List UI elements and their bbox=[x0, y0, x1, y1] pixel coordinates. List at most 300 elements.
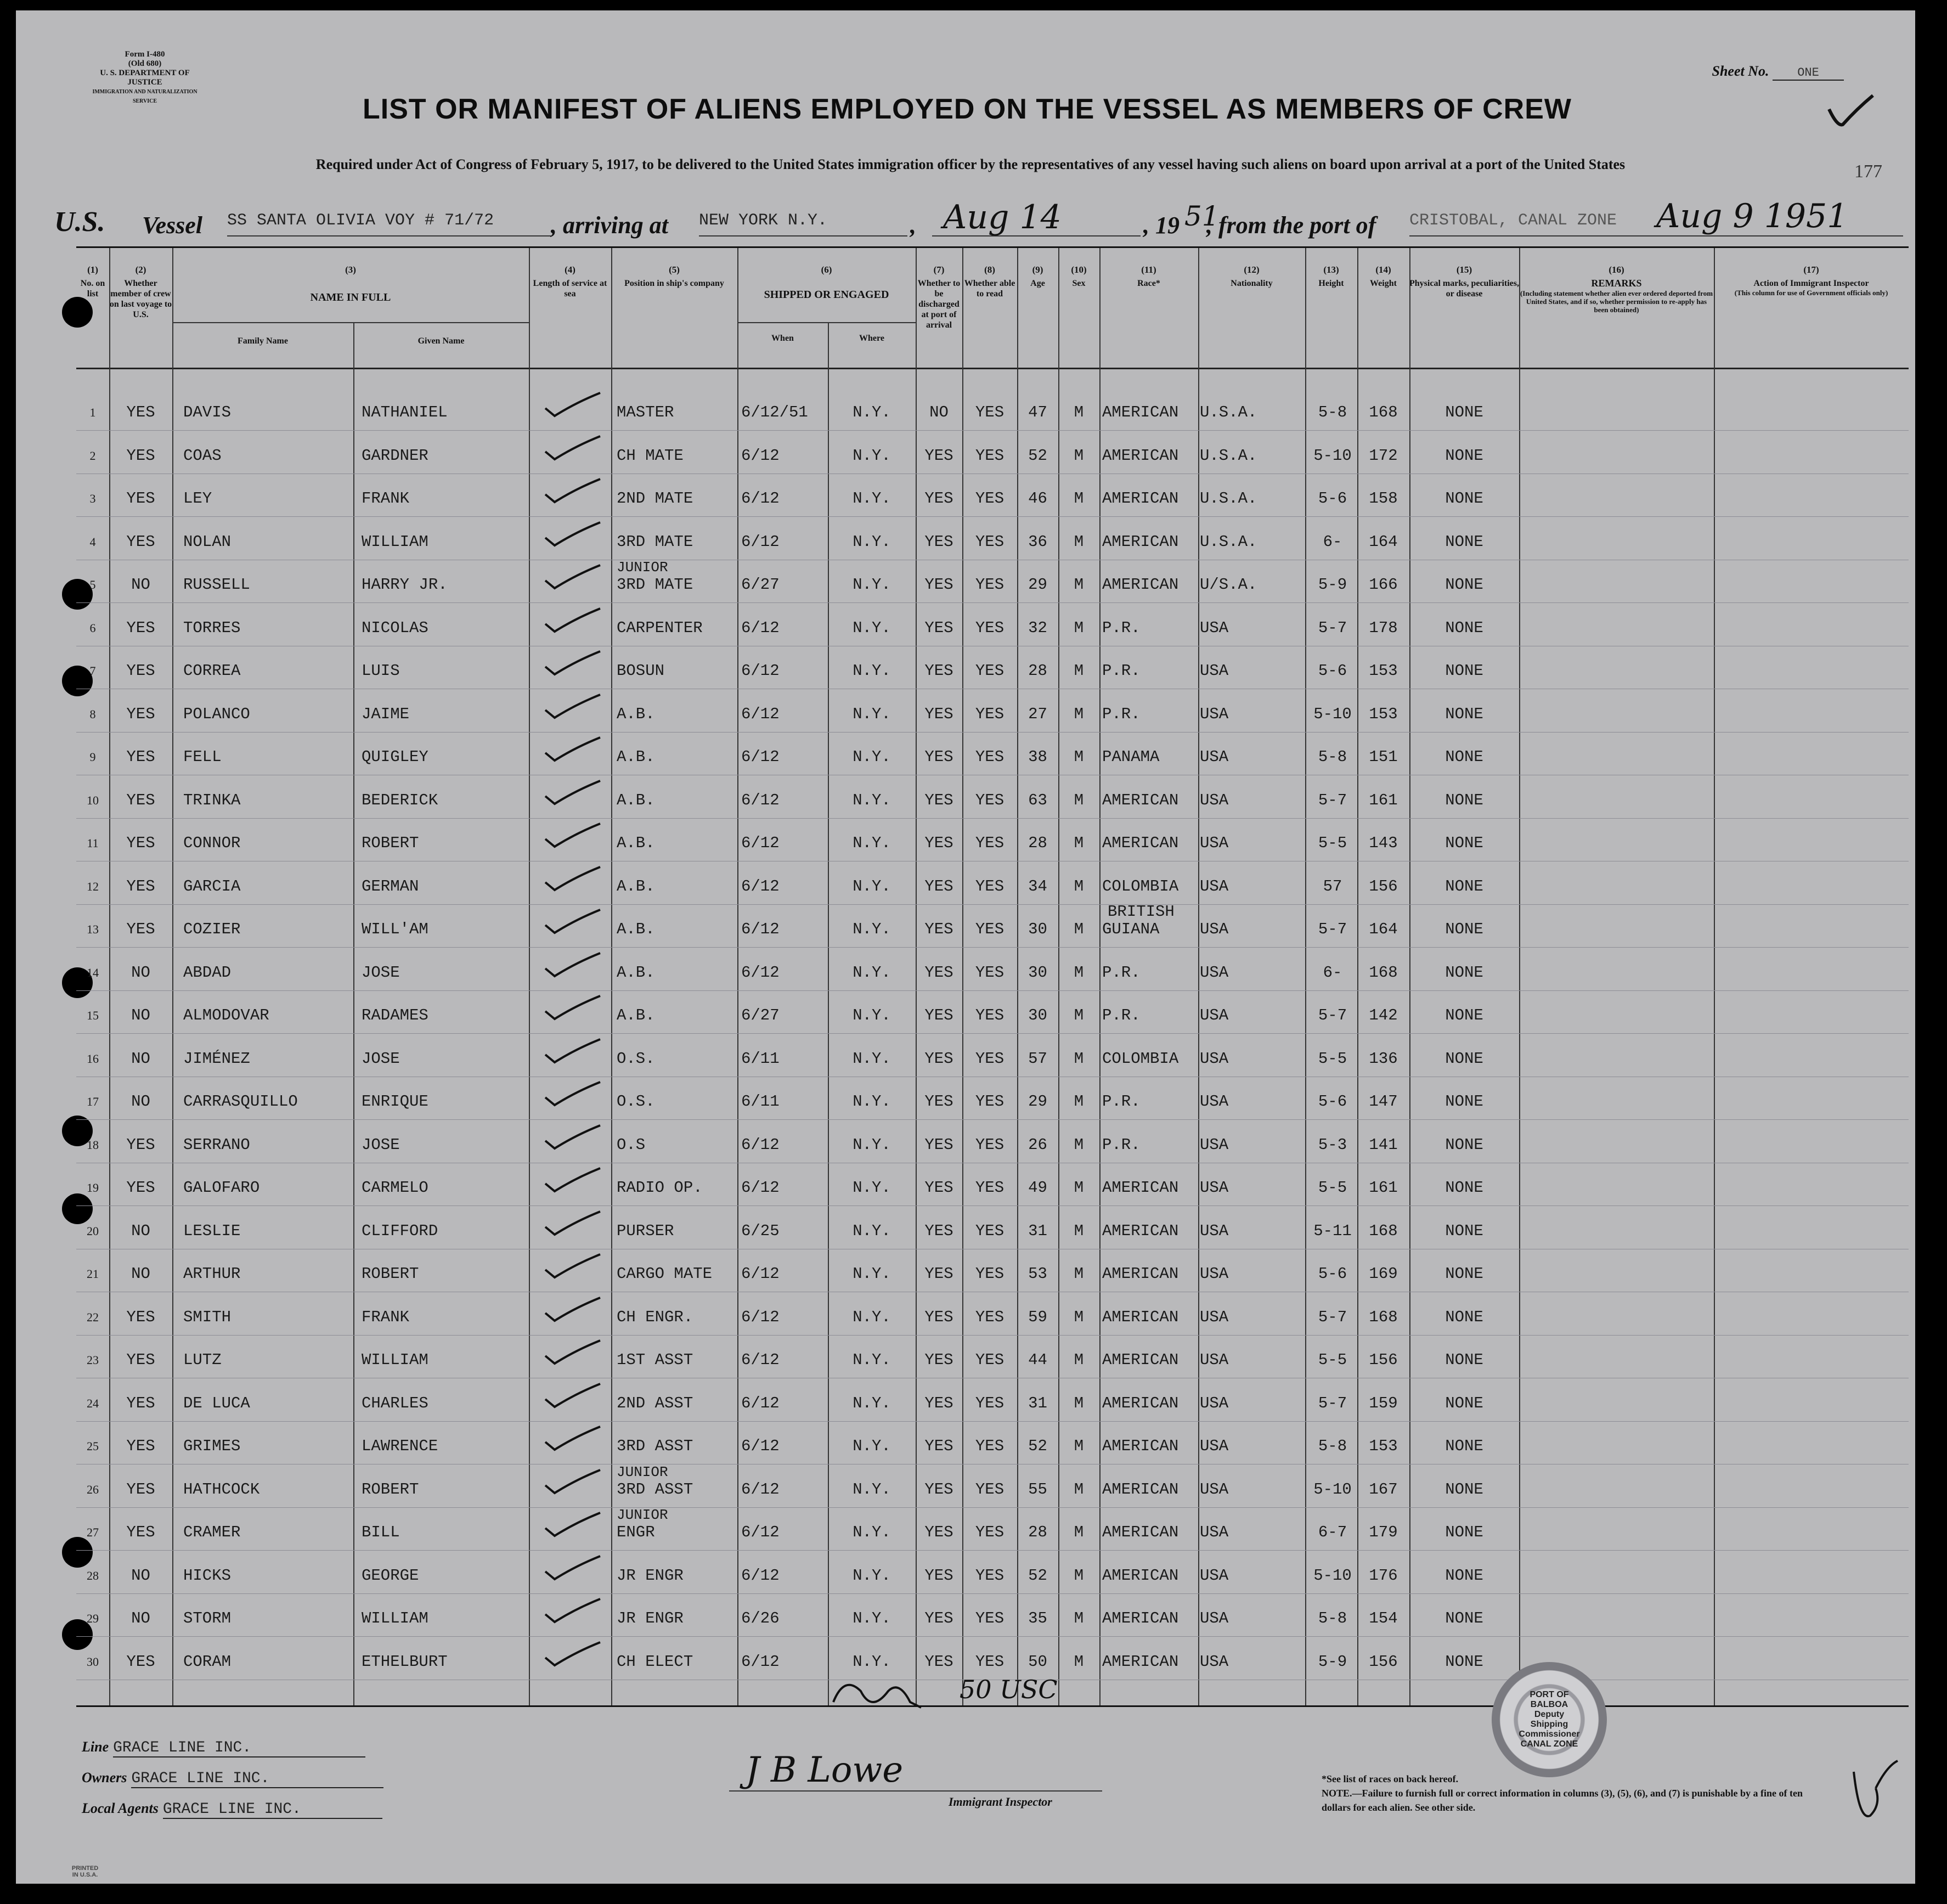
cell-sex: M bbox=[1074, 963, 1084, 982]
cell-race: AMERICAN bbox=[1102, 1480, 1179, 1499]
cell-nationality: USA bbox=[1200, 1135, 1229, 1154]
cell-age: 27 bbox=[1028, 705, 1047, 723]
cell-age: 55 bbox=[1028, 1480, 1047, 1499]
cell-family: CORAM bbox=[183, 1652, 232, 1671]
cell-race: AMERICAN bbox=[1102, 576, 1179, 594]
row-rule bbox=[76, 1335, 1909, 1336]
cell-when: 6/12 bbox=[741, 1437, 780, 1455]
cell-read: YES bbox=[975, 532, 1004, 551]
cell-race: AMERICAN bbox=[1102, 1221, 1179, 1240]
column-header: (15) Physical marks, peculiarities, or disease bbox=[1409, 264, 1519, 298]
cell-sex: M bbox=[1074, 791, 1084, 809]
cell-age: 52 bbox=[1028, 1437, 1047, 1455]
cell-read: YES bbox=[975, 834, 1004, 852]
cell-family: GARCIA bbox=[183, 877, 241, 895]
cell-marks: NONE bbox=[1445, 1437, 1483, 1455]
cell-weight: 159 bbox=[1369, 1394, 1398, 1412]
cell-family: SERRANO bbox=[183, 1135, 250, 1154]
cell-race: GUIANA bbox=[1102, 920, 1160, 938]
checkmark-icon bbox=[543, 741, 603, 763]
family-name-header: Family Name bbox=[238, 336, 288, 346]
column-header: (16) REMARKS (Including statement whether alien ever ordered deported from United States, and if so, whether permission to re-apply has been obtained) bbox=[1520, 264, 1713, 314]
checkmark-icon bbox=[543, 1602, 603, 1624]
cell-where: N.Y. bbox=[853, 1351, 891, 1369]
cell-when: 6/12 bbox=[741, 1265, 780, 1283]
cell-sex: M bbox=[1074, 1049, 1084, 1068]
cell-no: 9 bbox=[89, 750, 96, 764]
checkmark-icon bbox=[543, 1171, 603, 1193]
cell-last: YES bbox=[126, 489, 155, 508]
cell-height: 5-7 bbox=[1318, 1006, 1347, 1024]
cell-when: 6/12 bbox=[741, 791, 780, 809]
checkmark-icon bbox=[543, 612, 603, 634]
cell-family: RUSSELL bbox=[183, 576, 250, 594]
cell-marks: NONE bbox=[1445, 791, 1483, 809]
form-id-line: IMMIGRATION AND NATURALIZATION SERVICE bbox=[92, 89, 197, 104]
cell-where: N.Y. bbox=[853, 1221, 891, 1240]
arrival-date-handwritten: Aug 14 bbox=[943, 198, 1062, 236]
cell-height: 5-9 bbox=[1318, 1652, 1347, 1671]
cell-nationality: USA bbox=[1200, 1221, 1229, 1240]
cell-last: NO bbox=[131, 1221, 150, 1240]
cell-when: 6/12 bbox=[741, 532, 780, 551]
cell-nationality: USA bbox=[1200, 791, 1229, 809]
owners-value: GRACE LINE INC. bbox=[131, 1770, 383, 1788]
cell-given: GERMAN bbox=[362, 877, 419, 895]
cell-race: AMERICAN bbox=[1102, 1265, 1179, 1283]
sheet-label: Sheet No. bbox=[1712, 63, 1769, 79]
cell-family: TRINKA bbox=[183, 791, 241, 809]
comma-separator: , bbox=[910, 212, 916, 239]
cell-weight: 178 bbox=[1369, 618, 1398, 637]
cell-family: LESLIE bbox=[183, 1221, 241, 1240]
cell-race: AMERICAN bbox=[1102, 1179, 1179, 1197]
port-of-balboa-stamp bbox=[1492, 1662, 1607, 1777]
cell-nationality: USA bbox=[1200, 1049, 1229, 1068]
cell-last: YES bbox=[126, 1179, 155, 1197]
cell-height: 6- bbox=[1323, 532, 1342, 551]
cell-no: 17 bbox=[87, 1095, 99, 1108]
cell-family: ARTHUR bbox=[183, 1265, 241, 1283]
cell-when: 6/11 bbox=[741, 1092, 780, 1111]
cell-height: 5-7 bbox=[1318, 1394, 1347, 1412]
cell-family: CRAMER bbox=[183, 1523, 241, 1541]
cell-position: O.S. bbox=[617, 1092, 655, 1111]
cell-height: 5-5 bbox=[1318, 1049, 1347, 1068]
cell-discharged: YES bbox=[924, 1609, 953, 1627]
cell-given: WILL'AM bbox=[362, 920, 428, 938]
cell-last: YES bbox=[126, 1523, 155, 1541]
cell-position: O.S bbox=[617, 1135, 646, 1154]
cell-no: 24 bbox=[87, 1396, 99, 1410]
cell-no: 3 bbox=[89, 492, 96, 505]
cell-height: 5-6 bbox=[1318, 662, 1347, 680]
cell-when: 6/12 bbox=[741, 877, 780, 895]
column-header: (10) Sex bbox=[1071, 264, 1087, 288]
cell-discharged: YES bbox=[924, 748, 953, 766]
cell-discharged: YES bbox=[924, 1006, 953, 1024]
cell-discharged: NO bbox=[929, 403, 949, 421]
cell-nationality: USA bbox=[1200, 1265, 1229, 1283]
cell-family: TORRES bbox=[183, 618, 241, 637]
cell-race: AMERICAN bbox=[1102, 532, 1179, 551]
cell-last: NO bbox=[131, 576, 150, 594]
cell-when: 6/27 bbox=[741, 1006, 780, 1024]
cell-sex: M bbox=[1074, 532, 1084, 551]
cell-given: ROBERT bbox=[362, 834, 419, 852]
cell-where: N.Y. bbox=[853, 446, 891, 465]
cell-family: COAS bbox=[183, 446, 222, 465]
cell-family: DAVIS bbox=[183, 403, 232, 421]
cell-discharged: YES bbox=[924, 1049, 953, 1068]
cell-race: AMERICAN bbox=[1102, 1523, 1179, 1541]
cell-last: NO bbox=[131, 1566, 150, 1585]
line-label: Line bbox=[82, 1739, 109, 1755]
cell-given: QUIGLEY bbox=[362, 748, 428, 766]
cell-given: JOSE bbox=[362, 963, 400, 982]
cell-position: A.B. bbox=[617, 877, 655, 895]
cell-weight: 143 bbox=[1369, 834, 1398, 852]
cell-sex: M bbox=[1074, 576, 1084, 594]
cell-no: 29 bbox=[87, 1612, 99, 1625]
cell-race: PANAMA bbox=[1102, 748, 1160, 766]
cell-given: JOSE bbox=[362, 1049, 400, 1068]
cell-race-prefix: BRITISH bbox=[1108, 903, 1175, 921]
cell-height: 5-8 bbox=[1318, 403, 1347, 421]
checkmark-icon bbox=[543, 1559, 603, 1581]
cell-given: ROBERT bbox=[362, 1480, 419, 1499]
cell-discharged: YES bbox=[924, 1566, 953, 1585]
cell-read: YES bbox=[975, 1308, 1004, 1326]
cell-where: N.Y. bbox=[853, 1652, 891, 1671]
cell-race: AMERICAN bbox=[1102, 834, 1179, 852]
row-rule bbox=[76, 1593, 1909, 1594]
cell-height: 5-7 bbox=[1318, 920, 1347, 938]
cell-family: CORREA bbox=[183, 662, 241, 680]
cell-marks: NONE bbox=[1445, 1523, 1483, 1541]
row-rule bbox=[76, 818, 1909, 819]
cell-read: YES bbox=[975, 576, 1004, 594]
cell-no: 23 bbox=[87, 1353, 99, 1367]
cell-read: YES bbox=[975, 1092, 1004, 1111]
cell-position: JR ENGR bbox=[617, 1566, 684, 1585]
year-suffix: 51 bbox=[1184, 200, 1220, 232]
cell-marks: NONE bbox=[1445, 1006, 1483, 1024]
cell-sex: M bbox=[1074, 403, 1084, 421]
cell-position: CH ELECT bbox=[617, 1652, 693, 1671]
cell-last: NO bbox=[131, 963, 150, 982]
cell-given: WILLIAM bbox=[362, 1351, 428, 1369]
cell-read: YES bbox=[975, 1566, 1004, 1585]
cell-given: JOSE bbox=[362, 1135, 400, 1154]
cell-read: YES bbox=[975, 1006, 1004, 1024]
cell-where: N.Y. bbox=[853, 920, 891, 938]
cell-height: 5-8 bbox=[1318, 1609, 1347, 1627]
cell-weight: 167 bbox=[1369, 1480, 1398, 1499]
cell-weight: 147 bbox=[1369, 1092, 1398, 1111]
cell-discharged: YES bbox=[924, 532, 953, 551]
cell-height: 5-5 bbox=[1318, 1179, 1347, 1197]
cell-position: 3RD ASST bbox=[617, 1480, 693, 1499]
cell-position: A.B. bbox=[617, 791, 655, 809]
cell-age: 28 bbox=[1028, 662, 1047, 680]
cell-discharged: YES bbox=[924, 963, 953, 982]
cell-sex: M bbox=[1074, 1480, 1084, 1499]
cell-nationality: USA bbox=[1200, 877, 1229, 895]
vessel-line bbox=[54, 197, 1887, 241]
cell-where: N.Y. bbox=[853, 705, 891, 723]
cell-weight: 141 bbox=[1369, 1135, 1398, 1154]
cell-read: YES bbox=[975, 748, 1004, 766]
cell-read: YES bbox=[975, 1480, 1004, 1499]
cell-position: A.B. bbox=[617, 963, 655, 982]
cell-race: P.R. bbox=[1102, 963, 1141, 982]
cell-nationality: USA bbox=[1200, 834, 1229, 852]
cell-nationality: USA bbox=[1200, 1308, 1229, 1326]
cell-position: A.B. bbox=[617, 1006, 655, 1024]
cell-marks: NONE bbox=[1445, 1308, 1483, 1326]
cell-where: N.Y. bbox=[853, 1394, 891, 1412]
cell-sex: M bbox=[1074, 1351, 1084, 1369]
footnote bbox=[1322, 1772, 1815, 1815]
agents-field bbox=[82, 1800, 382, 1819]
cell-read: YES bbox=[975, 877, 1004, 895]
cell-age: 31 bbox=[1028, 1221, 1047, 1240]
arrival-port: NEW YORK N.Y. bbox=[699, 211, 907, 236]
cell-last: YES bbox=[126, 1351, 155, 1369]
cell-last: YES bbox=[126, 662, 155, 680]
cell-nationality: USA bbox=[1200, 1437, 1229, 1455]
cell-discharged: YES bbox=[924, 1523, 953, 1541]
row-rule bbox=[76, 990, 1909, 991]
cell-where: N.Y. bbox=[853, 748, 891, 766]
cell-when: 6/12 bbox=[741, 705, 780, 723]
cell-no: 25 bbox=[87, 1439, 99, 1453]
cell-last: YES bbox=[126, 748, 155, 766]
cell-weight: 151 bbox=[1369, 748, 1398, 766]
remarks-note: (Including statement whether alien ever ordered deported from United States, and if so, whether permission to re-apply has been obtained) bbox=[1520, 289, 1713, 314]
checkmark-icon bbox=[543, 1258, 603, 1280]
cell-family: JIMÉNEZ bbox=[183, 1049, 250, 1068]
cell-marks: NONE bbox=[1445, 1351, 1483, 1369]
cell-marks: NONE bbox=[1445, 1394, 1483, 1412]
checkmark-icon bbox=[543, 1516, 603, 1538]
column-header: (6) SHIPPED OR ENGAGED bbox=[764, 264, 889, 301]
cell-read: YES bbox=[975, 1394, 1004, 1412]
cell-last: NO bbox=[131, 1092, 150, 1111]
cell-weight: 172 bbox=[1369, 446, 1398, 465]
cell-no: 13 bbox=[87, 922, 99, 936]
cell-no: 16 bbox=[87, 1051, 99, 1066]
cell-height: 5-10 bbox=[1313, 1566, 1352, 1585]
cell-nationality: U.S.A. bbox=[1200, 532, 1257, 551]
cell-weight: 169 bbox=[1369, 1265, 1398, 1283]
cell-where: N.Y. bbox=[853, 1135, 891, 1154]
cell-read: YES bbox=[975, 920, 1004, 938]
cell-weight: 156 bbox=[1369, 1351, 1398, 1369]
cell-marks: NONE bbox=[1445, 403, 1483, 421]
cell-sex: M bbox=[1074, 748, 1084, 766]
cell-given: JAIME bbox=[362, 705, 410, 723]
cell-nationality: USA bbox=[1200, 618, 1229, 637]
checkmark-icon bbox=[543, 1646, 603, 1668]
margin-mark: U.S. bbox=[54, 206, 105, 238]
cell-where: N.Y. bbox=[853, 1179, 891, 1197]
cell-discharged: YES bbox=[924, 1351, 953, 1369]
column-header: (14) Weight bbox=[1370, 264, 1397, 288]
cell-race: P.R. bbox=[1102, 1006, 1141, 1024]
cell-weight: 156 bbox=[1369, 877, 1398, 895]
cell-sex: M bbox=[1074, 662, 1084, 680]
cell-nationality: USA bbox=[1200, 1523, 1229, 1541]
cell-where: N.Y. bbox=[853, 662, 891, 680]
cell-read: YES bbox=[975, 791, 1004, 809]
page-subtitle: Required under Act of Congress of February 5, 1917, to be delivered to the United States immigration officer by the representatives of any vessel having such aliens on board upon arrival at a port of the United States bbox=[315, 156, 1626, 172]
cell-race: P.R. bbox=[1102, 705, 1141, 723]
vessel-name: SS SANTA OLIVIA VOY # 71/72 bbox=[227, 211, 551, 236]
checkmark-icon bbox=[543, 482, 603, 504]
cell-weight: 161 bbox=[1369, 1179, 1398, 1197]
cell-age: 50 bbox=[1028, 1652, 1047, 1671]
cell-when: 6/11 bbox=[741, 1049, 780, 1068]
cell-family: ABDAD bbox=[183, 963, 232, 982]
owners-label: Owners bbox=[82, 1770, 127, 1785]
page-title: LIST OR MANIFEST OF ALIENS EMPLOYED ON THE VESSEL AS MEMBERS OF CREW bbox=[363, 93, 1572, 125]
cell-given: ENRIQUE bbox=[362, 1092, 428, 1111]
cell-given: CLIFFORD bbox=[362, 1221, 438, 1240]
cell-given: FRANK bbox=[362, 1308, 410, 1326]
agents-label: Local Agents bbox=[82, 1800, 159, 1816]
cell-position: CH MATE bbox=[617, 446, 684, 465]
cell-last: YES bbox=[126, 1308, 155, 1326]
cell-marks: NONE bbox=[1445, 1221, 1483, 1240]
year-prefix: , 19 bbox=[1143, 212, 1180, 239]
checkmark-icon bbox=[543, 1344, 603, 1366]
cell-where: N.Y. bbox=[853, 618, 891, 637]
cell-no: 8 bbox=[89, 707, 96, 721]
cell-given: WILLIAM bbox=[362, 532, 428, 551]
cell-marks: NONE bbox=[1445, 920, 1483, 938]
row-rule bbox=[76, 1119, 1909, 1120]
cell-family: CARRASQUILLO bbox=[183, 1092, 298, 1111]
cell-read: YES bbox=[975, 403, 1004, 421]
cell-read: YES bbox=[975, 1049, 1004, 1068]
cell-discharged: YES bbox=[924, 1394, 953, 1412]
cell-family: ALMODOVAR bbox=[183, 1006, 269, 1024]
checkmark-icon bbox=[543, 655, 603, 677]
cell-when: 6/12 bbox=[741, 1566, 780, 1585]
cell-given: NATHANIEL bbox=[362, 403, 448, 421]
cell-position: CH ENGR. bbox=[617, 1308, 693, 1326]
column-header: (3) NAME IN FULL bbox=[310, 264, 391, 303]
cell-marks: NONE bbox=[1445, 705, 1483, 723]
cell-height: 5-5 bbox=[1318, 834, 1347, 852]
initial-mark-icon bbox=[1843, 1755, 1903, 1832]
when-header: When bbox=[771, 334, 794, 343]
cell-sex: M bbox=[1074, 920, 1084, 938]
cell-last: YES bbox=[126, 403, 155, 421]
cell-read: YES bbox=[975, 1351, 1004, 1369]
column-header: (17) Action of Immigrant Inspector (This column for use of Government officials only) bbox=[1714, 264, 1909, 297]
cell-where: N.Y. bbox=[853, 1308, 891, 1326]
sheet-value: ONE bbox=[1773, 66, 1844, 81]
cell-race: COLOMBIA bbox=[1102, 877, 1179, 895]
cell-read: YES bbox=[975, 1265, 1004, 1283]
cell-weight: 168 bbox=[1369, 1221, 1398, 1240]
cell-position: PURSER bbox=[617, 1221, 674, 1240]
cell-race: AMERICAN bbox=[1102, 1308, 1179, 1326]
cell-marks: NONE bbox=[1445, 489, 1483, 508]
cell-family: DE LUCA bbox=[183, 1394, 250, 1412]
cell-no: 28 bbox=[87, 1568, 99, 1582]
manifest-page bbox=[14, 9, 1917, 1885]
cell-discharged: YES bbox=[924, 1092, 953, 1111]
cell-race: P.R. bbox=[1102, 1135, 1141, 1154]
cell-discharged: YES bbox=[924, 1437, 953, 1455]
arriving-label: , arriving at bbox=[551, 212, 668, 239]
cell-family: FELL bbox=[183, 748, 222, 766]
cell-read: YES bbox=[975, 1437, 1004, 1455]
cell-sex: M bbox=[1074, 877, 1084, 895]
stamp-text: PORT OF BALBOA Deputy Shipping Commissioner CANAL ZONE bbox=[1519, 1690, 1580, 1749]
cell-last: YES bbox=[126, 1135, 155, 1154]
cell-discharged: YES bbox=[924, 1480, 953, 1499]
cell-sex: M bbox=[1074, 1652, 1084, 1671]
cell-age: 36 bbox=[1028, 532, 1047, 551]
cell-when: 6/12 bbox=[741, 834, 780, 852]
cell-marks: NONE bbox=[1445, 963, 1483, 982]
cell-last: NO bbox=[131, 1006, 150, 1024]
cell-sex: M bbox=[1074, 1265, 1084, 1283]
cell-no: 21 bbox=[87, 1267, 99, 1281]
departure-date-handwritten: Aug 9 1951 bbox=[1656, 197, 1848, 235]
cell-when: 6/12 bbox=[741, 1308, 780, 1326]
cell-nationality: U.S.A. bbox=[1200, 489, 1257, 508]
column-header: (9) Age bbox=[1030, 264, 1045, 288]
column-header: (12) Nationality bbox=[1231, 264, 1273, 288]
cell-position: CARGO MATE bbox=[617, 1265, 713, 1283]
cell-discharged: YES bbox=[924, 618, 953, 637]
cell-read: YES bbox=[975, 1523, 1004, 1541]
column-header: (2) Whether member of crew on last voyage to U.S. bbox=[109, 264, 172, 319]
cell-discharged: YES bbox=[924, 576, 953, 594]
cell-where: N.Y. bbox=[853, 576, 891, 594]
cell-weight: 153 bbox=[1369, 705, 1398, 723]
cell-marks: NONE bbox=[1445, 576, 1483, 594]
cell-no: 22 bbox=[87, 1310, 99, 1324]
checkmark-icon bbox=[543, 526, 603, 548]
cell-age: 32 bbox=[1028, 618, 1047, 637]
cell-race: AMERICAN bbox=[1102, 403, 1179, 421]
cell-when: 6/26 bbox=[741, 1609, 780, 1627]
cell-marks: NONE bbox=[1445, 1049, 1483, 1068]
column-header: (13) Height bbox=[1318, 264, 1344, 288]
cell-weight: 161 bbox=[1369, 791, 1398, 809]
cell-position: 3RD MATE bbox=[617, 532, 693, 551]
cell-age: 34 bbox=[1028, 877, 1047, 895]
footnote-races: *See list of races on back hereof. bbox=[1322, 1773, 1459, 1784]
cell-read: YES bbox=[975, 489, 1004, 508]
cell-height: 5-10 bbox=[1313, 446, 1352, 465]
cell-nationality: USA bbox=[1200, 662, 1229, 680]
cell-height: 6- bbox=[1323, 963, 1342, 982]
cell-position: A.B. bbox=[617, 834, 655, 852]
cell-marks: NONE bbox=[1445, 877, 1483, 895]
cell-when: 6/12 bbox=[741, 618, 780, 637]
cell-last: YES bbox=[126, 1480, 155, 1499]
cell-given: GEORGE bbox=[362, 1566, 419, 1585]
cell-read: YES bbox=[975, 1135, 1004, 1154]
